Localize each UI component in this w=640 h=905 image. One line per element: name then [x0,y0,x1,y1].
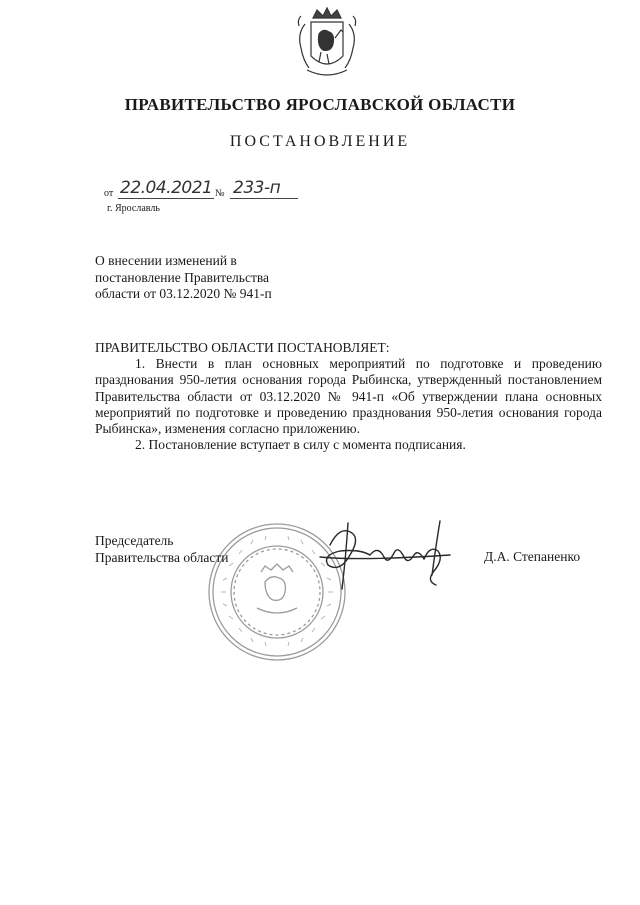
subject-line: области от 03.12.2020 № 941-п [95,286,272,301]
position-line: Правительства области [95,550,229,565]
decree-point: 1. Внести в план основных мероприятий по подготовке и проведению празднования 950-летия основания города Рыбинска, утвержденный постановлением Правительства области от 03.12.2020 № 941-п «Об утверждении плана основных мероприятий по подготовке и проведению празднования 950-летия основания города Рыбинска», изменения согласно приложению. [95,356,602,437]
number-underline [230,198,298,199]
subject-line: постановление Правительства [95,269,270,285]
registration-date: 22.04.2021 [120,178,213,198]
decree-body [95,356,602,454]
document-subject [95,253,355,303]
signatory-name: Д.А. Степаненко [484,549,581,564]
government-title: ПРАВИТЕЛЬСТВО ЯРОСЛАВСКОЙ ОБЛАСТИ [124,95,516,114]
document-type: ПОСТАНОВЛЕНИЕ [229,133,411,150]
subject-line: О внесении изменений в [95,253,237,268]
signatory-position [95,532,228,566]
registration-line [104,178,324,204]
number-prefix: № [215,188,225,199]
date-underline [118,198,214,199]
decree-point: 2. Постановление вступает в силу с момента подписания. [135,437,466,453]
position-line: Председатель [95,533,174,548]
registration-number: 233-п [233,178,281,198]
decree-heading: ПРАВИТЕЛЬСТВО ОБЛАСТИ ПОСТАНОВЛЯЕТ: [95,340,390,355]
date-prefix: от [104,188,114,199]
handwritten-signature [300,515,470,595]
city: г. Ярославль [107,203,160,214]
coat-of-arms-icon [283,4,371,84]
